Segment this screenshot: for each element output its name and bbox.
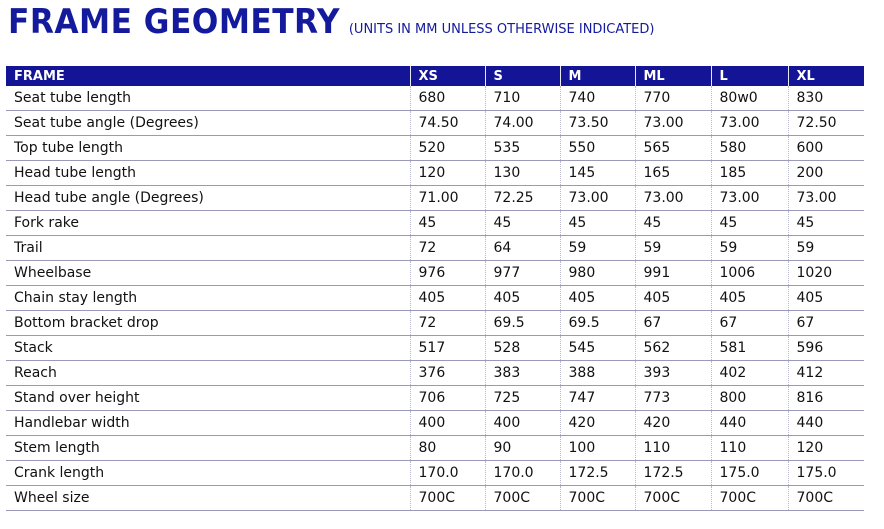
- cell-l: 700C: [711, 486, 788, 511]
- row-label: Top tube length: [6, 136, 410, 161]
- cell-m: 73.00: [560, 186, 635, 211]
- cell-xl: 73.00: [788, 186, 864, 211]
- cell-l: 440: [711, 411, 788, 436]
- cell-s: 130: [485, 161, 560, 186]
- cell-s: 170.0: [485, 461, 560, 486]
- cell-xs: 976: [410, 261, 485, 286]
- cell-l: 59: [711, 236, 788, 261]
- cell-xl: 700C: [788, 486, 864, 511]
- cell-xl: 67: [788, 311, 864, 336]
- geometry-table: [6, 66, 864, 511]
- cell-xl: 816: [788, 386, 864, 411]
- table-row: [6, 286, 864, 311]
- row-label: Seat tube angle (Degrees): [6, 111, 410, 136]
- cell-xl: 59: [788, 236, 864, 261]
- table-row: [6, 461, 864, 486]
- cell-l: 110: [711, 436, 788, 461]
- row-label: Reach: [6, 361, 410, 386]
- cell-xs: 71.00: [410, 186, 485, 211]
- cell-s: 45: [485, 211, 560, 236]
- cell-xs: 45: [410, 211, 485, 236]
- table-row: [6, 111, 864, 136]
- cell-s: 528: [485, 336, 560, 361]
- cell-l: 405: [711, 286, 788, 311]
- cell-l: 1006: [711, 261, 788, 286]
- cell-xl: 412: [788, 361, 864, 386]
- table-row: [6, 261, 864, 286]
- cell-xl: 600: [788, 136, 864, 161]
- column-header-xs: XS: [410, 66, 485, 86]
- cell-m: 545: [560, 336, 635, 361]
- page-subtitle: (UNITS IN MM UNLESS OTHERWISE INDICATED): [348, 22, 655, 37]
- cell-m: 69.5: [560, 311, 635, 336]
- cell-xs: 517: [410, 336, 485, 361]
- row-label: Handlebar width: [6, 411, 410, 436]
- cell-l: 80w0: [711, 86, 788, 111]
- column-header-frame: FRAME: [6, 66, 410, 86]
- cell-m: 172.5: [560, 461, 635, 486]
- table-row: [6, 386, 864, 411]
- cell-l: 185: [711, 161, 788, 186]
- cell-xs: 74.50: [410, 111, 485, 136]
- row-label: Crank length: [6, 461, 410, 486]
- cell-ml: 700C: [635, 486, 711, 511]
- cell-xl: 405: [788, 286, 864, 311]
- cell-l: 581: [711, 336, 788, 361]
- cell-s: 400: [485, 411, 560, 436]
- table-row: [6, 411, 864, 436]
- table-row: [6, 211, 864, 236]
- cell-ml: 45: [635, 211, 711, 236]
- cell-xs: 520: [410, 136, 485, 161]
- cell-ml: 73.00: [635, 186, 711, 211]
- cell-l: 402: [711, 361, 788, 386]
- cell-ml: 67: [635, 311, 711, 336]
- cell-xs: 400: [410, 411, 485, 436]
- cell-m: 740: [560, 86, 635, 111]
- row-label: Fork rake: [6, 211, 410, 236]
- page-title: FRAME GEOMETRY: [8, 2, 340, 42]
- cell-s: 977: [485, 261, 560, 286]
- cell-xl: 175.0: [788, 461, 864, 486]
- cell-ml: 165: [635, 161, 711, 186]
- cell-xs: 72: [410, 311, 485, 336]
- cell-m: 145: [560, 161, 635, 186]
- table-header-row: [6, 66, 864, 86]
- cell-m: 420: [560, 411, 635, 436]
- cell-l: 800: [711, 386, 788, 411]
- cell-m: 388: [560, 361, 635, 386]
- cell-xl: 120: [788, 436, 864, 461]
- cell-s: 383: [485, 361, 560, 386]
- row-label: Wheel size: [6, 486, 410, 511]
- cell-s: 72.25: [485, 186, 560, 211]
- table-row: [6, 311, 864, 336]
- row-label: Head tube length: [6, 161, 410, 186]
- cell-xs: 405: [410, 286, 485, 311]
- cell-m: 73.50: [560, 111, 635, 136]
- column-header-l: L: [711, 66, 788, 86]
- cell-m: 700C: [560, 486, 635, 511]
- cell-xs: 80: [410, 436, 485, 461]
- cell-s: 710: [485, 86, 560, 111]
- cell-m: 747: [560, 386, 635, 411]
- table-row: [6, 361, 864, 386]
- cell-l: 73.00: [711, 111, 788, 136]
- cell-l: 73.00: [711, 186, 788, 211]
- table-row: [6, 436, 864, 461]
- cell-l: 67: [711, 311, 788, 336]
- column-header-xl: XL: [788, 66, 864, 86]
- row-label: Bottom bracket drop: [6, 311, 410, 336]
- cell-s: 535: [485, 136, 560, 161]
- cell-xl: 200: [788, 161, 864, 186]
- cell-xl: 72.50: [788, 111, 864, 136]
- cell-xs: 700C: [410, 486, 485, 511]
- cell-ml: 420: [635, 411, 711, 436]
- cell-xl: 596: [788, 336, 864, 361]
- cell-xs: 680: [410, 86, 485, 111]
- cell-ml: 562: [635, 336, 711, 361]
- cell-xl: 45: [788, 211, 864, 236]
- cell-ml: 172.5: [635, 461, 711, 486]
- row-label: Wheelbase: [6, 261, 410, 286]
- cell-ml: 565: [635, 136, 711, 161]
- cell-ml: 991: [635, 261, 711, 286]
- table-row: [6, 336, 864, 361]
- table-body: [6, 86, 864, 511]
- cell-l: 580: [711, 136, 788, 161]
- cell-s: 74.00: [485, 111, 560, 136]
- cell-ml: 73.00: [635, 111, 711, 136]
- cell-m: 59: [560, 236, 635, 261]
- cell-l: 45: [711, 211, 788, 236]
- row-label: Seat tube length: [6, 86, 410, 111]
- cell-l: 175.0: [711, 461, 788, 486]
- cell-xs: 376: [410, 361, 485, 386]
- cell-xs: 706: [410, 386, 485, 411]
- cell-s: 405: [485, 286, 560, 311]
- cell-xs: 120: [410, 161, 485, 186]
- table-row: [6, 86, 864, 111]
- column-header-m: M: [560, 66, 635, 86]
- column-header-ml: ML: [635, 66, 711, 86]
- row-label: Stack: [6, 336, 410, 361]
- cell-m: 550: [560, 136, 635, 161]
- cell-s: 725: [485, 386, 560, 411]
- cell-m: 405: [560, 286, 635, 311]
- cell-s: 700C: [485, 486, 560, 511]
- cell-s: 90: [485, 436, 560, 461]
- cell-ml: 110: [635, 436, 711, 461]
- cell-ml: 393: [635, 361, 711, 386]
- cell-m: 45: [560, 211, 635, 236]
- row-label: Head tube angle (Degrees): [6, 186, 410, 211]
- cell-ml: 770: [635, 86, 711, 111]
- row-label: Stem length: [6, 436, 410, 461]
- table-row: [6, 136, 864, 161]
- cell-xs: 72: [410, 236, 485, 261]
- title-row: [8, 2, 654, 58]
- cell-ml: 405: [635, 286, 711, 311]
- cell-ml: 59: [635, 236, 711, 261]
- cell-s: 69.5: [485, 311, 560, 336]
- table-row: [6, 161, 864, 186]
- cell-s: 64: [485, 236, 560, 261]
- column-header-s: S: [485, 66, 560, 86]
- row-label: Chain stay length: [6, 286, 410, 311]
- table-row: [6, 236, 864, 261]
- row-label: Trail: [6, 236, 410, 261]
- table-row: [6, 186, 864, 211]
- cell-m: 100: [560, 436, 635, 461]
- cell-xl: 830: [788, 86, 864, 111]
- table-row: [6, 486, 864, 511]
- cell-m: 980: [560, 261, 635, 286]
- cell-xs: 170.0: [410, 461, 485, 486]
- cell-xl: 1020: [788, 261, 864, 286]
- cell-xl: 440: [788, 411, 864, 436]
- cell-ml: 773: [635, 386, 711, 411]
- row-label: Stand over height: [6, 386, 410, 411]
